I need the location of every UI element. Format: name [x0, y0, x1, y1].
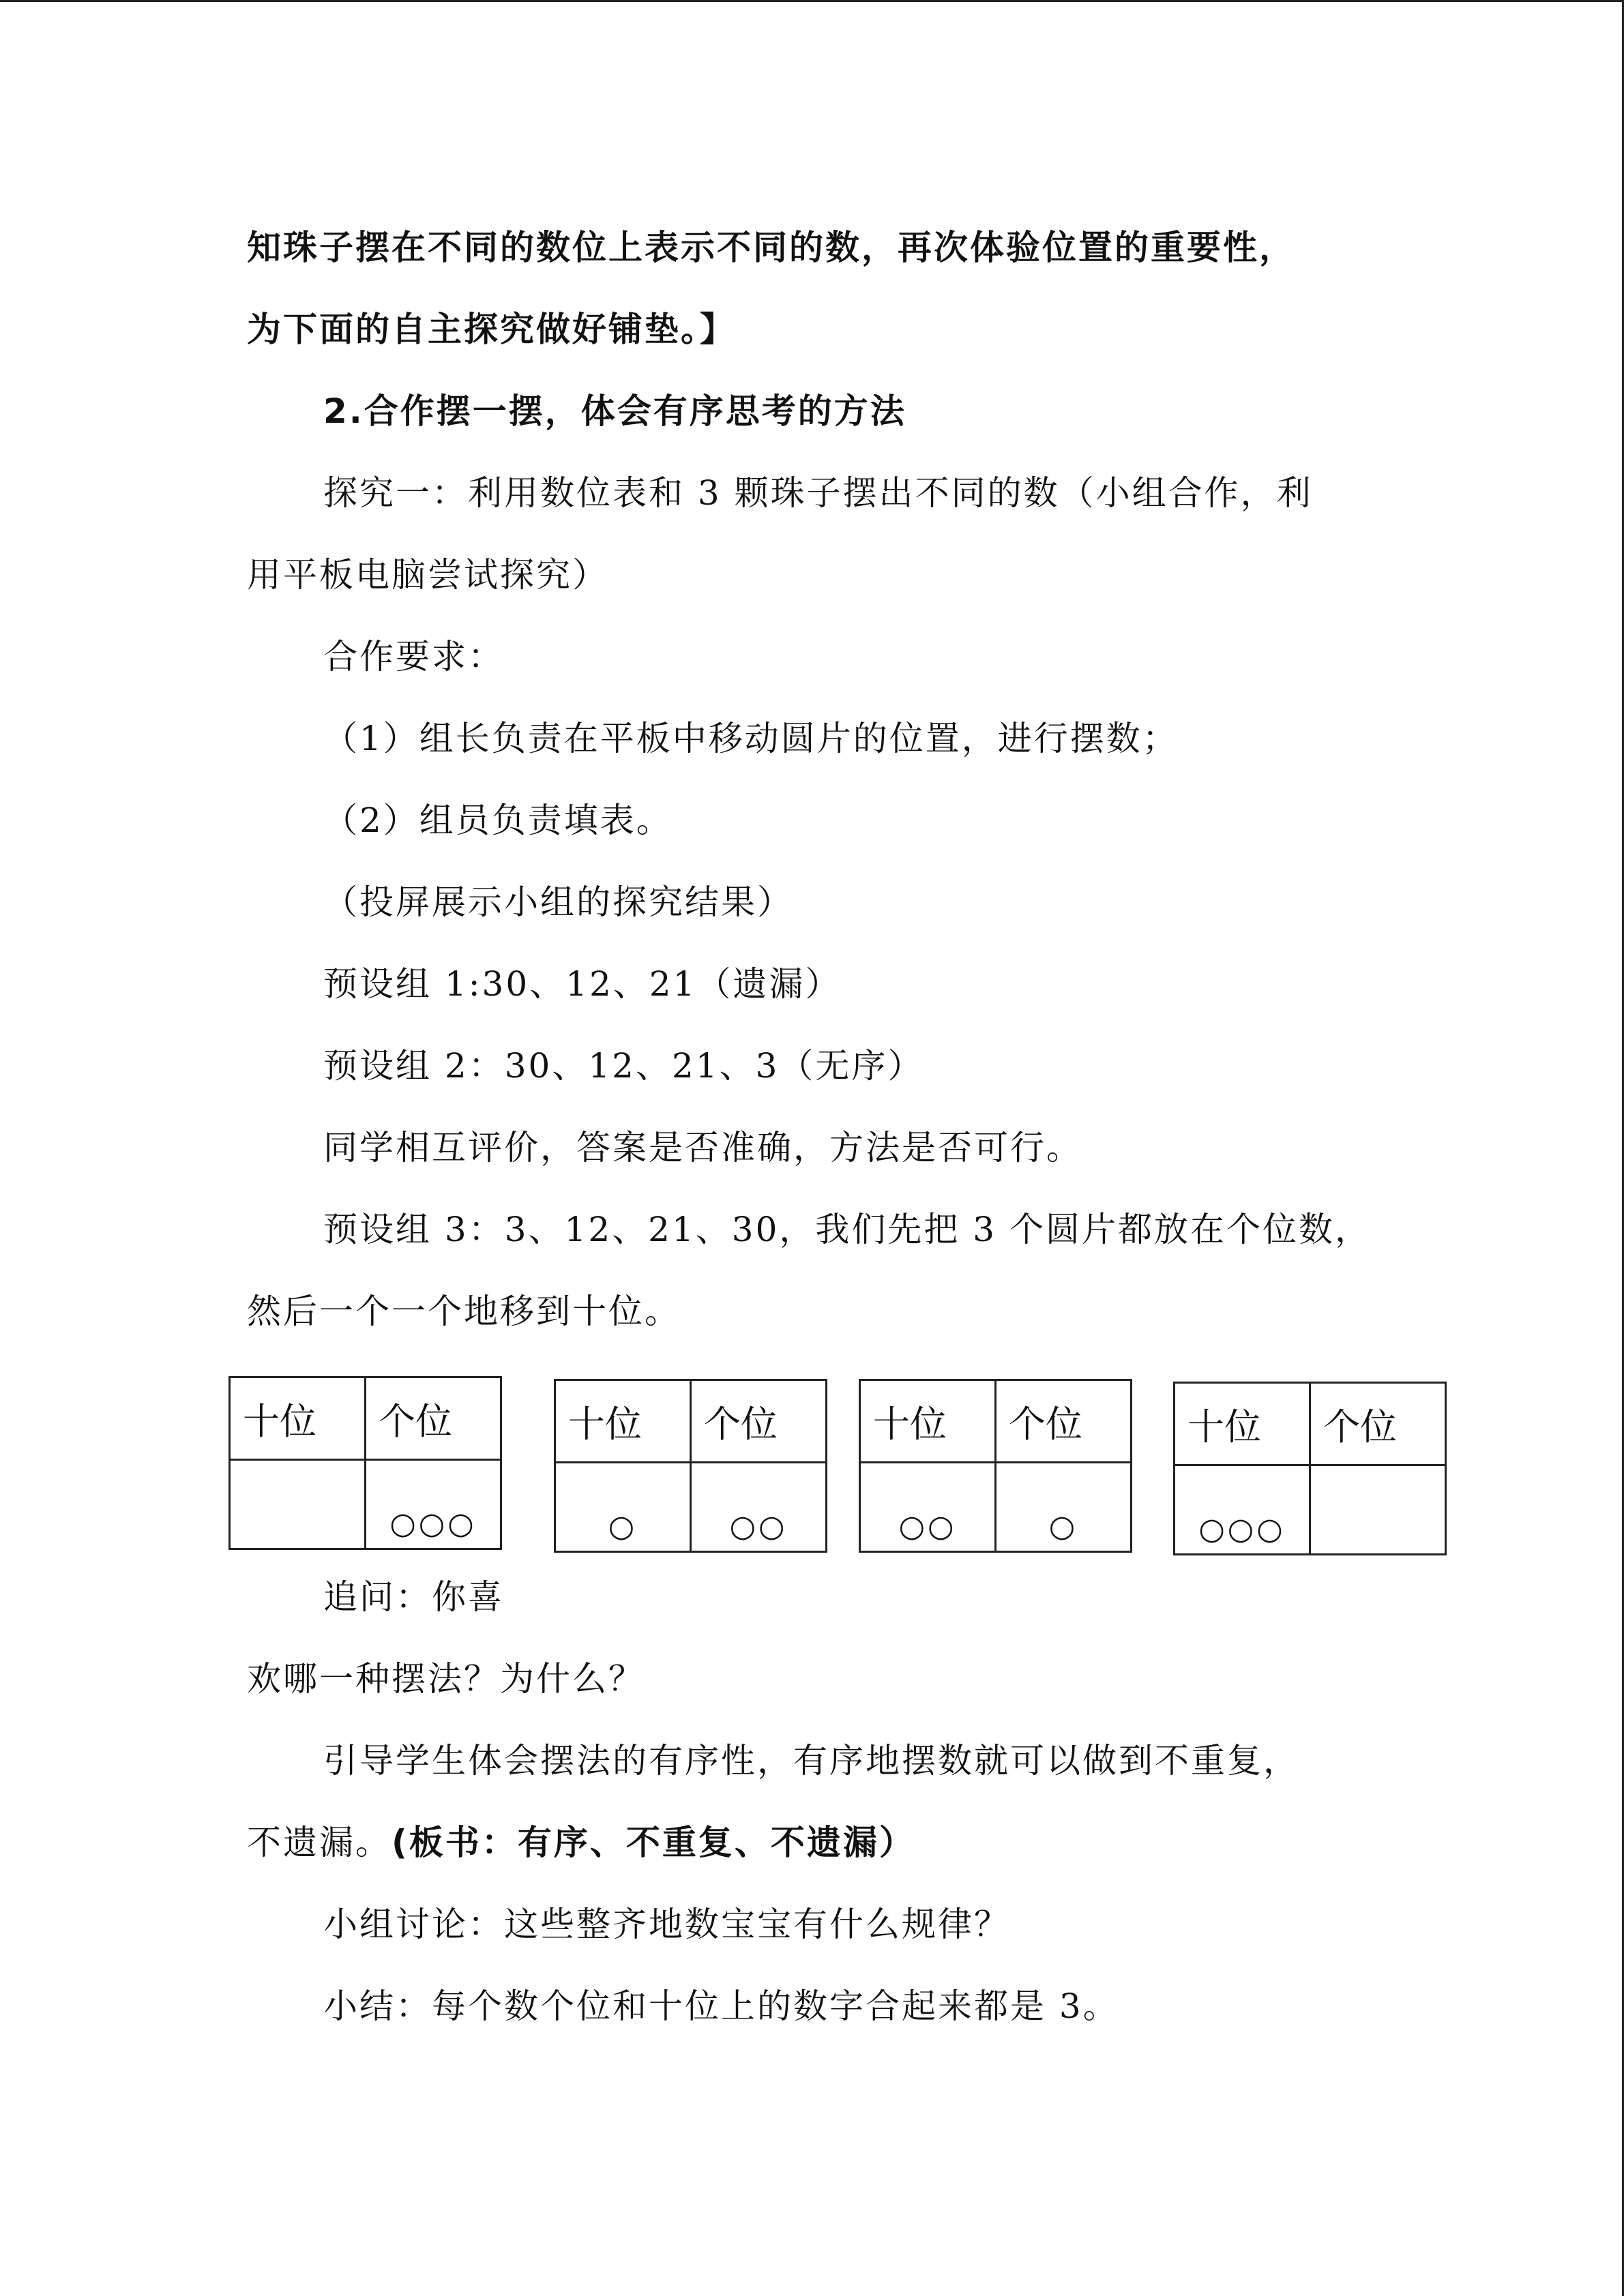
guide-text: 不遗漏。 [247, 1823, 392, 1862]
tens-header: 十位 [860, 1380, 996, 1463]
paragraph-line: 为下面的自主探究做好铺垫。】 [247, 310, 736, 349]
ones-header: 个位 [691, 1380, 827, 1463]
tens-header: 十位 [1175, 1383, 1310, 1465]
place-value-table [859, 1379, 1132, 1553]
paragraph-line: 然后一个一个地移到十位。 [247, 1292, 681, 1331]
ones-beads: ○○ [691, 1463, 827, 1552]
paragraph-line: 欢哪一种摆法？为什么？ [247, 1659, 645, 1699]
ones-header: 个位 [1310, 1383, 1446, 1465]
paragraph-line: （投屏展示小组的探究结果） [323, 882, 793, 922]
ones-beads: ○ [996, 1463, 1132, 1552]
place-value-table [228, 1376, 502, 1550]
paragraph-line: 预设组 2：30、12、21、3（无序） [323, 1046, 924, 1086]
paragraph-line: 引导学生体会摆法的有序性，有序地摆数就可以做到不重复， [323, 1741, 1299, 1780]
paragraph-line: 同学相互评价，答案是否准确，方法是否可行。 [323, 1128, 1082, 1167]
ones-header: 个位 [366, 1377, 501, 1460]
paragraph-line: 预设组 3：3、12、21、30，我们先把 3 个圆片都放在个位数， [323, 1210, 1371, 1249]
paragraph-line: 用平板电脑尝试探究） [247, 555, 608, 595]
tens-beads [230, 1460, 366, 1549]
list-item: （2）组员负责填表。 [323, 801, 673, 840]
tens-header: 十位 [230, 1377, 366, 1460]
tens-beads: ○○ [860, 1463, 996, 1552]
section-heading: 2.合作摆一摆，体会有序思考的方法 [323, 391, 906, 431]
paragraph-line: 预设组 1:30、12、21（遗漏） [323, 964, 842, 1004]
paragraph-line: 小结：每个数个位和十位上的数字合起来都是 3。 [323, 1986, 1119, 2026]
paragraph-line: 探究一：利用数位表和 3 颗珠子摆出不同的数（小组合作，利 [323, 473, 1313, 513]
ones-beads [1310, 1465, 1446, 1555]
page-top-border [0, 0, 1624, 2]
place-value-table [1173, 1382, 1447, 1555]
list-item: （1）组长负责在平板中移动圆片的位置，进行摆数； [323, 719, 1179, 758]
paragraph-line [247, 1822, 915, 1863]
tens-beads: ○○○ [1175, 1465, 1310, 1555]
paragraph-line: 小组讨论：这些整齐地数宝宝有什么规律？ [323, 1905, 1010, 1944]
place-value-table [554, 1379, 827, 1553]
ones-header: 个位 [996, 1380, 1132, 1463]
tens-beads: ○ [555, 1463, 691, 1552]
paragraph-line: 追问：你喜 [323, 1577, 504, 1617]
ones-beads: ○○○ [366, 1460, 501, 1549]
paragraph-line: 合作要求： [323, 637, 504, 676]
tens-header: 十位 [555, 1380, 691, 1463]
board-note: (板书：有序、不重复、不遗漏） [392, 1823, 915, 1862]
paragraph-line: 知珠子摆在不同的数位上表示不同的数，再次体验位置的重要性， [247, 228, 1295, 267]
